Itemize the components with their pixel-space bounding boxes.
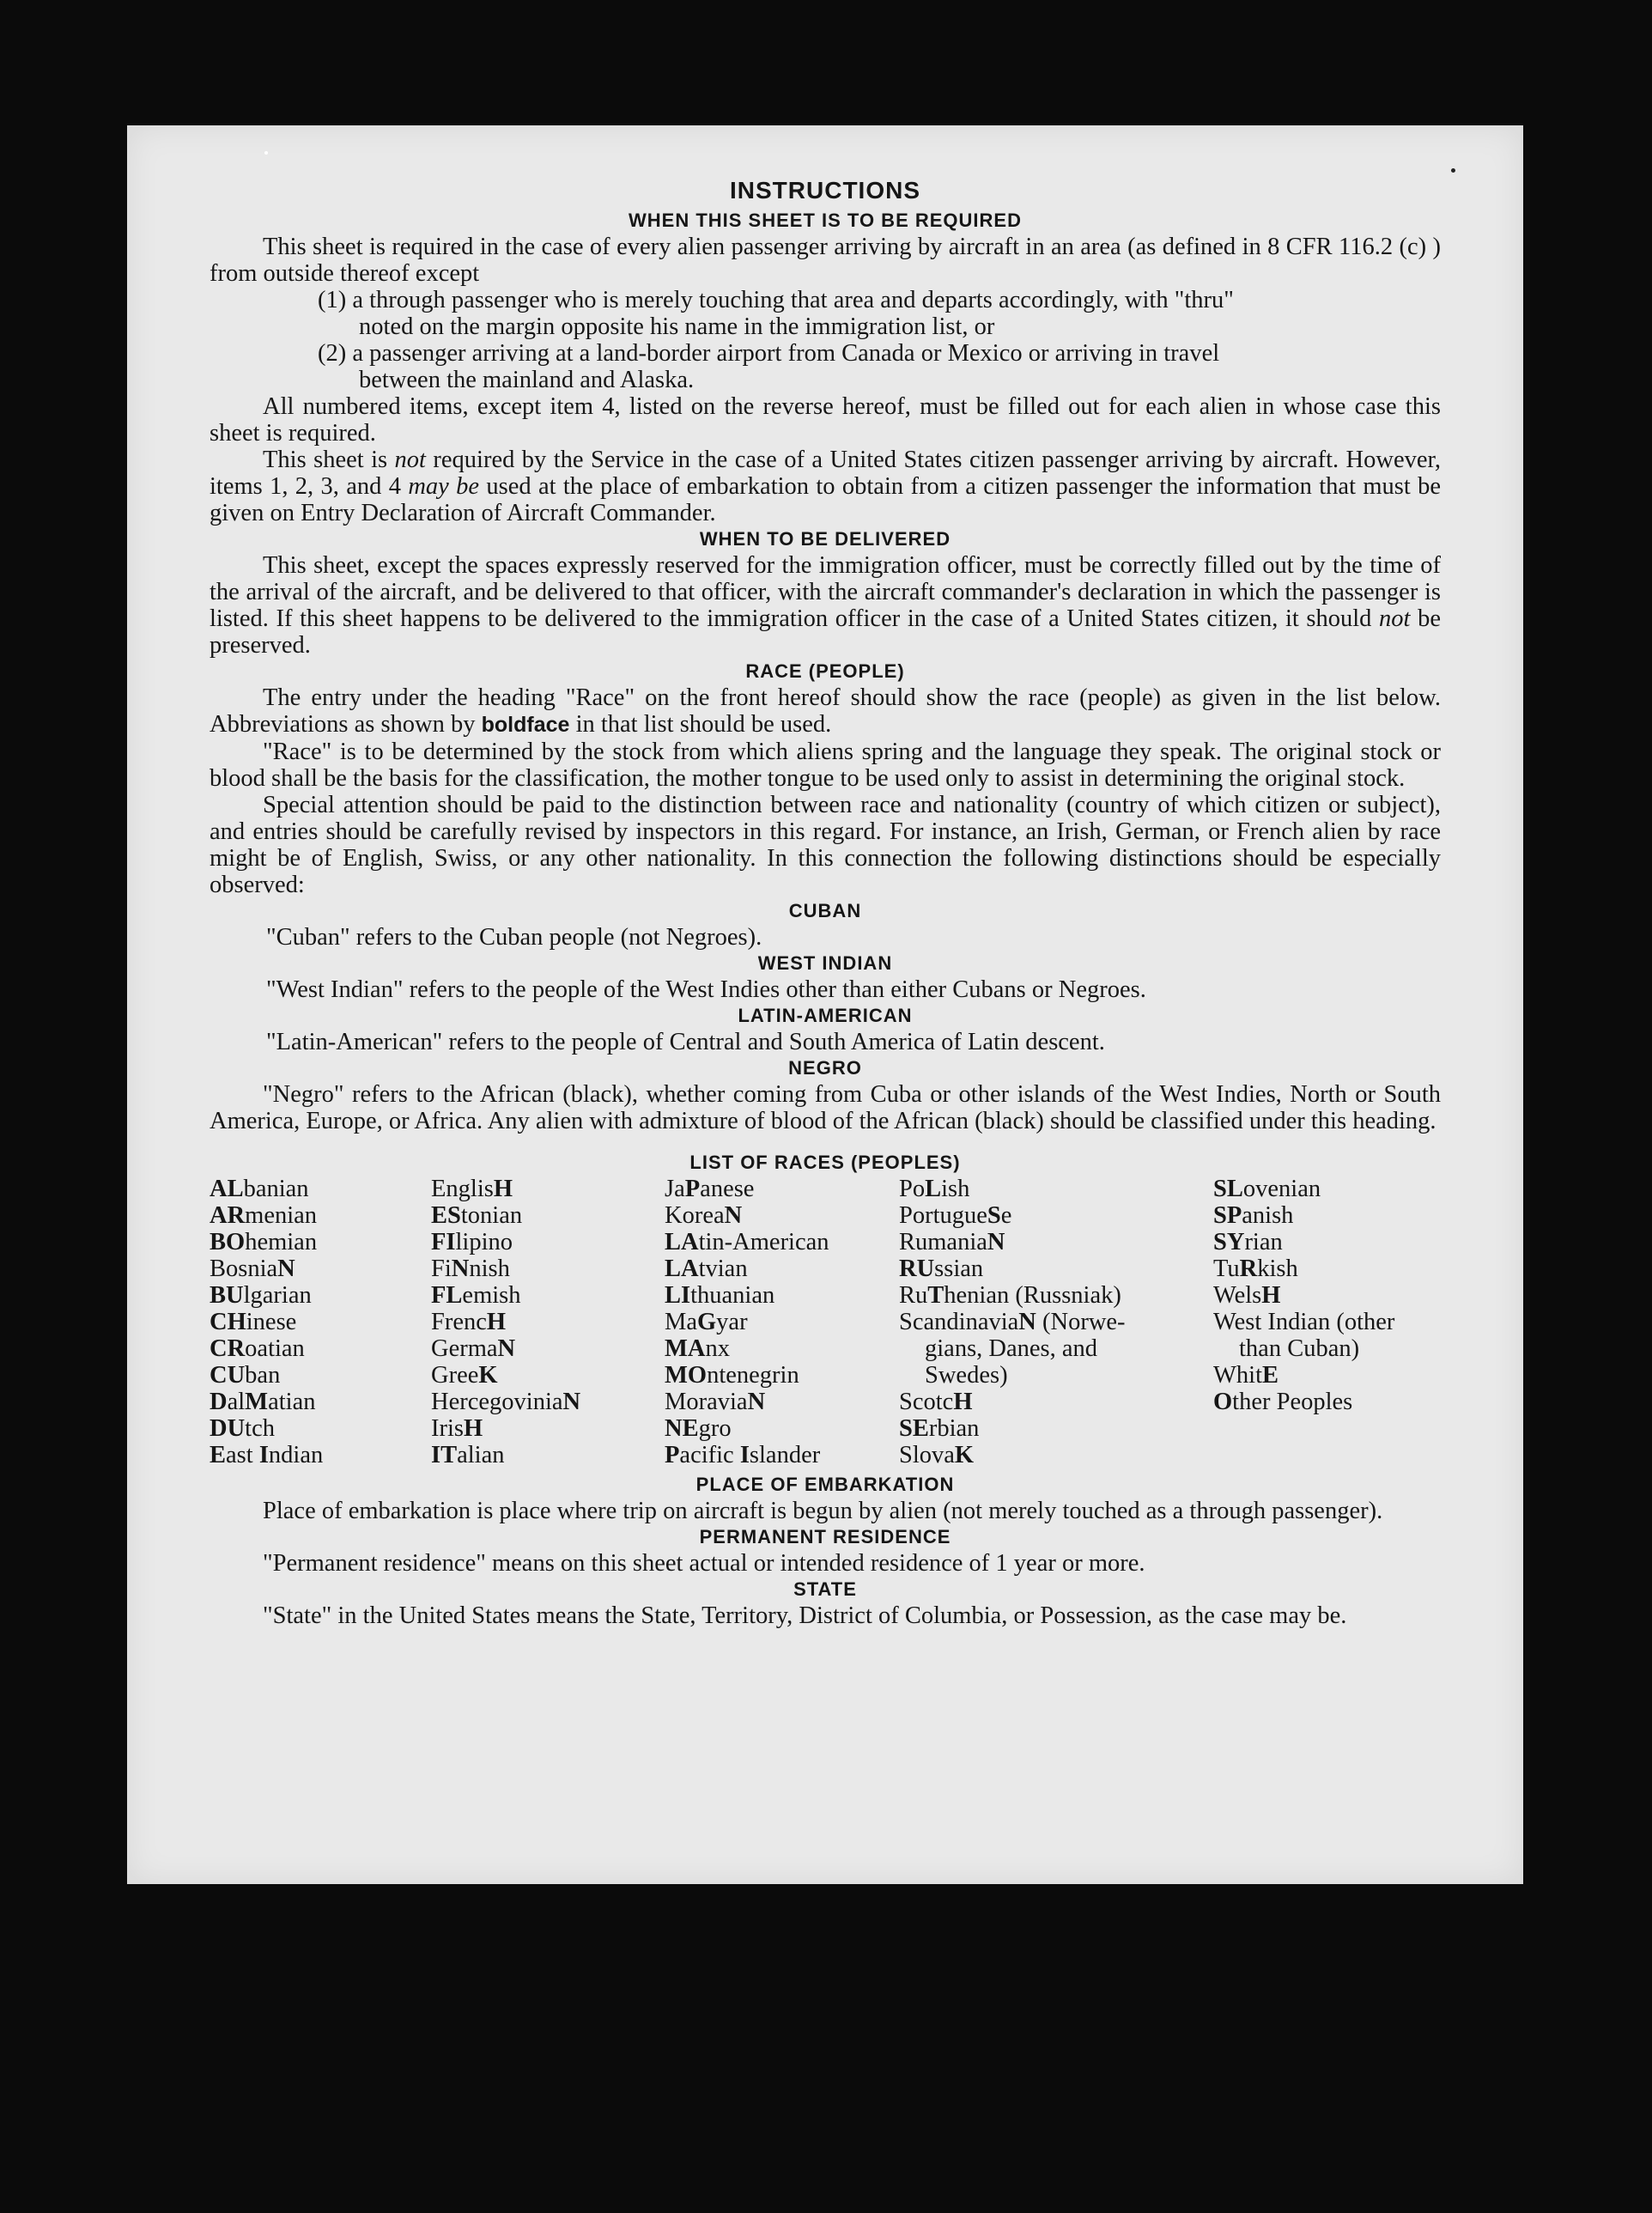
races-column bbox=[431, 1176, 665, 1468]
race-entry: PoLish bbox=[899, 1176, 970, 1202]
instruction-sheet bbox=[127, 125, 1523, 1884]
race-entry: WelsH bbox=[1213, 1282, 1281, 1309]
list-item: (2) a passenger arriving at a land-border airport from Canada or Mexico or arriving in travel bbox=[318, 340, 1220, 367]
heading-permanent-residence: PERMANENT RESIDENCE bbox=[699, 1526, 951, 1547]
paragraph: This sheet is not required by the Service in the case of a United States citizen passenger arriving by aircraft. However, items 1, 2, 3, and 4 may be used at the place of embarkation to obtain from a citizen passenger the information that must be given on Entry Declaration of Aircraft Commander. bbox=[210, 447, 1441, 526]
race-entry: CUban bbox=[210, 1362, 281, 1389]
race-entry: RumaniaN bbox=[899, 1229, 1005, 1255]
race-entry: EnglisH bbox=[431, 1176, 513, 1202]
heading-state: STATE bbox=[793, 1578, 857, 1600]
paragraph: This sheet is required in the case of every alien passenger arriving by aircraft in an area (as defined in 8 CFR 116.2 (c) ) from outside thereof except bbox=[210, 234, 1441, 287]
race-entry: ARmenian bbox=[210, 1202, 318, 1229]
definition: "Negro" refers to the African (black), whether coming from Cuba or other islands of the West Indies, North or South America, Europe, or Africa. Any alien with admixture of blood of the African (black) should be classified under this heading. bbox=[210, 1081, 1441, 1134]
scan-speck bbox=[264, 151, 268, 155]
list-item-continued: noted on the margin opposite his name in the immigration list, or bbox=[359, 313, 995, 340]
heading-latin-american: LATIN-AMERICAN bbox=[738, 1005, 913, 1026]
race-entry: ITalian bbox=[431, 1442, 505, 1468]
race-entry: CHinese bbox=[210, 1309, 297, 1335]
race-entry: IrisH bbox=[431, 1415, 483, 1442]
list-item-continued: between the mainland and Alaska. bbox=[359, 367, 695, 393]
race-entry: Pacific Islander bbox=[665, 1442, 821, 1468]
race-entry: RUssian bbox=[899, 1255, 984, 1282]
definition: "Cuban" refers to the Cuban people (not Negroes). bbox=[266, 924, 762, 951]
race-entry: ALbanian bbox=[210, 1176, 309, 1202]
list-item: (1) a through passenger who is merely touching that area and departs accordingly, with "thru" bbox=[318, 287, 1234, 313]
race-entry: SLovenian bbox=[1213, 1176, 1321, 1202]
race-entry: BOhemian bbox=[210, 1229, 318, 1255]
races-column bbox=[665, 1176, 899, 1468]
race-entry: FIlipino bbox=[431, 1229, 513, 1255]
heading-race: RACE (PEOPLE) bbox=[745, 660, 905, 682]
race-entry: SPanish bbox=[1213, 1202, 1294, 1229]
definition: "State" in the United States means the State, Territory, District of Columbia, or Possession, as the case may be. bbox=[263, 1602, 1347, 1629]
race-entry: MoraviaN bbox=[665, 1389, 766, 1415]
race-entry: LIthuanian bbox=[665, 1282, 775, 1309]
races-column bbox=[210, 1176, 431, 1468]
race-entry: NEgro bbox=[665, 1415, 732, 1442]
paragraph: "Race" is to be determined by the stock from which aliens spring and the language they speak. The original stock or blood shall be the basis for the classification, the mother tongue to be used only to assist in determining the original stock. bbox=[210, 739, 1441, 792]
race-entry: WhitE bbox=[1213, 1362, 1279, 1389]
race-entry: East Indian bbox=[210, 1442, 324, 1468]
page-title: INSTRUCTIONS bbox=[730, 177, 920, 204]
race-entry: TuRkish bbox=[1213, 1255, 1298, 1282]
paragraph: This sheet, except the spaces expressly reserved for the immigration officer, must be correctly filled out by the time of the arrival of the aircraft, and be delivered to that officer, with the aircraft commander's declaration in which the passenger is listed. If this sheet happens to be delivered to the immigration officer in the case of a United States citizen, it should not be preserved. bbox=[210, 552, 1441, 659]
race-entry: Swedes) bbox=[925, 1362, 1008, 1389]
race-entry: MOntenegrin bbox=[665, 1362, 799, 1389]
race-entry: EStonian bbox=[431, 1202, 523, 1229]
paragraph: All numbered items, except item 4, listed on the reverse hereof, must be filled out for each alien in whose case this sheet is required. bbox=[210, 393, 1441, 447]
race-entry: MaGyar bbox=[665, 1309, 748, 1335]
paragraph: Special attention should be paid to the distinction between race and nationality (country of which citizen or subject), and entries should be carefully revised by inspectors in this regard. For instance, an Irish, German, or French alien by race might be of English, Swiss, or any other nationality. In this connection the following distinctions should be especially observed: bbox=[210, 792, 1441, 898]
race-entry: West Indian (other bbox=[1213, 1309, 1395, 1335]
paragraph: The entry under the heading "Race" on the front hereof should show the race (people) as given in the list below. Abbreviations as shown by boldface in that list should be used. bbox=[210, 684, 1441, 738]
heading-negro: NEGRO bbox=[788, 1057, 862, 1079]
heading-embarkation: PLACE OF EMBARKATION bbox=[695, 1474, 955, 1495]
race-entry: BosniaN bbox=[210, 1255, 295, 1282]
races-list bbox=[210, 1176, 1441, 1468]
race-entry: LAtin-American bbox=[665, 1229, 829, 1255]
scan-speck bbox=[1451, 168, 1455, 173]
race-entry: ScotcH bbox=[899, 1389, 973, 1415]
race-entry: ScandinaviaN (Norwe- bbox=[899, 1309, 1126, 1335]
race-entry: RuThenian (Russniak) bbox=[899, 1282, 1121, 1309]
race-entry: JaPanese bbox=[665, 1176, 755, 1202]
document-body bbox=[210, 177, 1441, 1629]
definition: "Permanent residence" means on this sheet actual or intended residence of 1 year or more. bbox=[263, 1550, 1145, 1577]
race-entry: SErbian bbox=[899, 1415, 980, 1442]
race-entry: DUtch bbox=[210, 1415, 275, 1442]
race-entry: FrencH bbox=[431, 1309, 507, 1335]
heading-list-of-races: LIST OF RACES (PEOPLES) bbox=[689, 1152, 961, 1173]
heading-when-required: WHEN THIS SHEET IS TO BE REQUIRED bbox=[629, 210, 1022, 231]
definition: Place of embarkation is place where trip on aircraft is begun by alien (not merely touched as a through passenger). bbox=[263, 1498, 1383, 1524]
race-entry: LAtvian bbox=[665, 1255, 748, 1282]
race-entry: FLemish bbox=[431, 1282, 521, 1309]
definition: "Latin-American" refers to the people of Central and South America of Latin descent. bbox=[266, 1029, 1105, 1055]
race-entry: GermaN bbox=[431, 1335, 516, 1362]
race-entry: Other Peoples bbox=[1213, 1389, 1353, 1415]
race-entry: PortugueSe bbox=[899, 1202, 1012, 1229]
race-entry: gians, Danes, and bbox=[925, 1335, 1098, 1362]
race-entry: SYrian bbox=[1213, 1229, 1283, 1255]
definition: "West Indian" refers to the people of the West Indies other than either Cubans or Negroes. bbox=[266, 976, 1146, 1003]
heading-when-delivered: WHEN TO BE DELIVERED bbox=[699, 528, 951, 550]
race-entry: DalMatian bbox=[210, 1389, 316, 1415]
race-entry: than Cuban) bbox=[1239, 1335, 1360, 1362]
race-entry: FiNnish bbox=[431, 1255, 510, 1282]
race-entry: GreeK bbox=[431, 1362, 498, 1389]
race-entry: MAnx bbox=[665, 1335, 730, 1362]
race-entry: KoreaN bbox=[665, 1202, 743, 1229]
race-entry: CRoatian bbox=[210, 1335, 305, 1362]
races-column bbox=[1213, 1176, 1441, 1468]
heading-cuban: CUBAN bbox=[788, 900, 862, 921]
race-entry: HercegoviniaN bbox=[431, 1389, 581, 1415]
heading-west-indian: WEST INDIAN bbox=[757, 952, 893, 974]
races-column bbox=[899, 1176, 1213, 1468]
race-entry: SlovaK bbox=[899, 1442, 975, 1468]
race-entry: BUlgarian bbox=[210, 1282, 312, 1309]
